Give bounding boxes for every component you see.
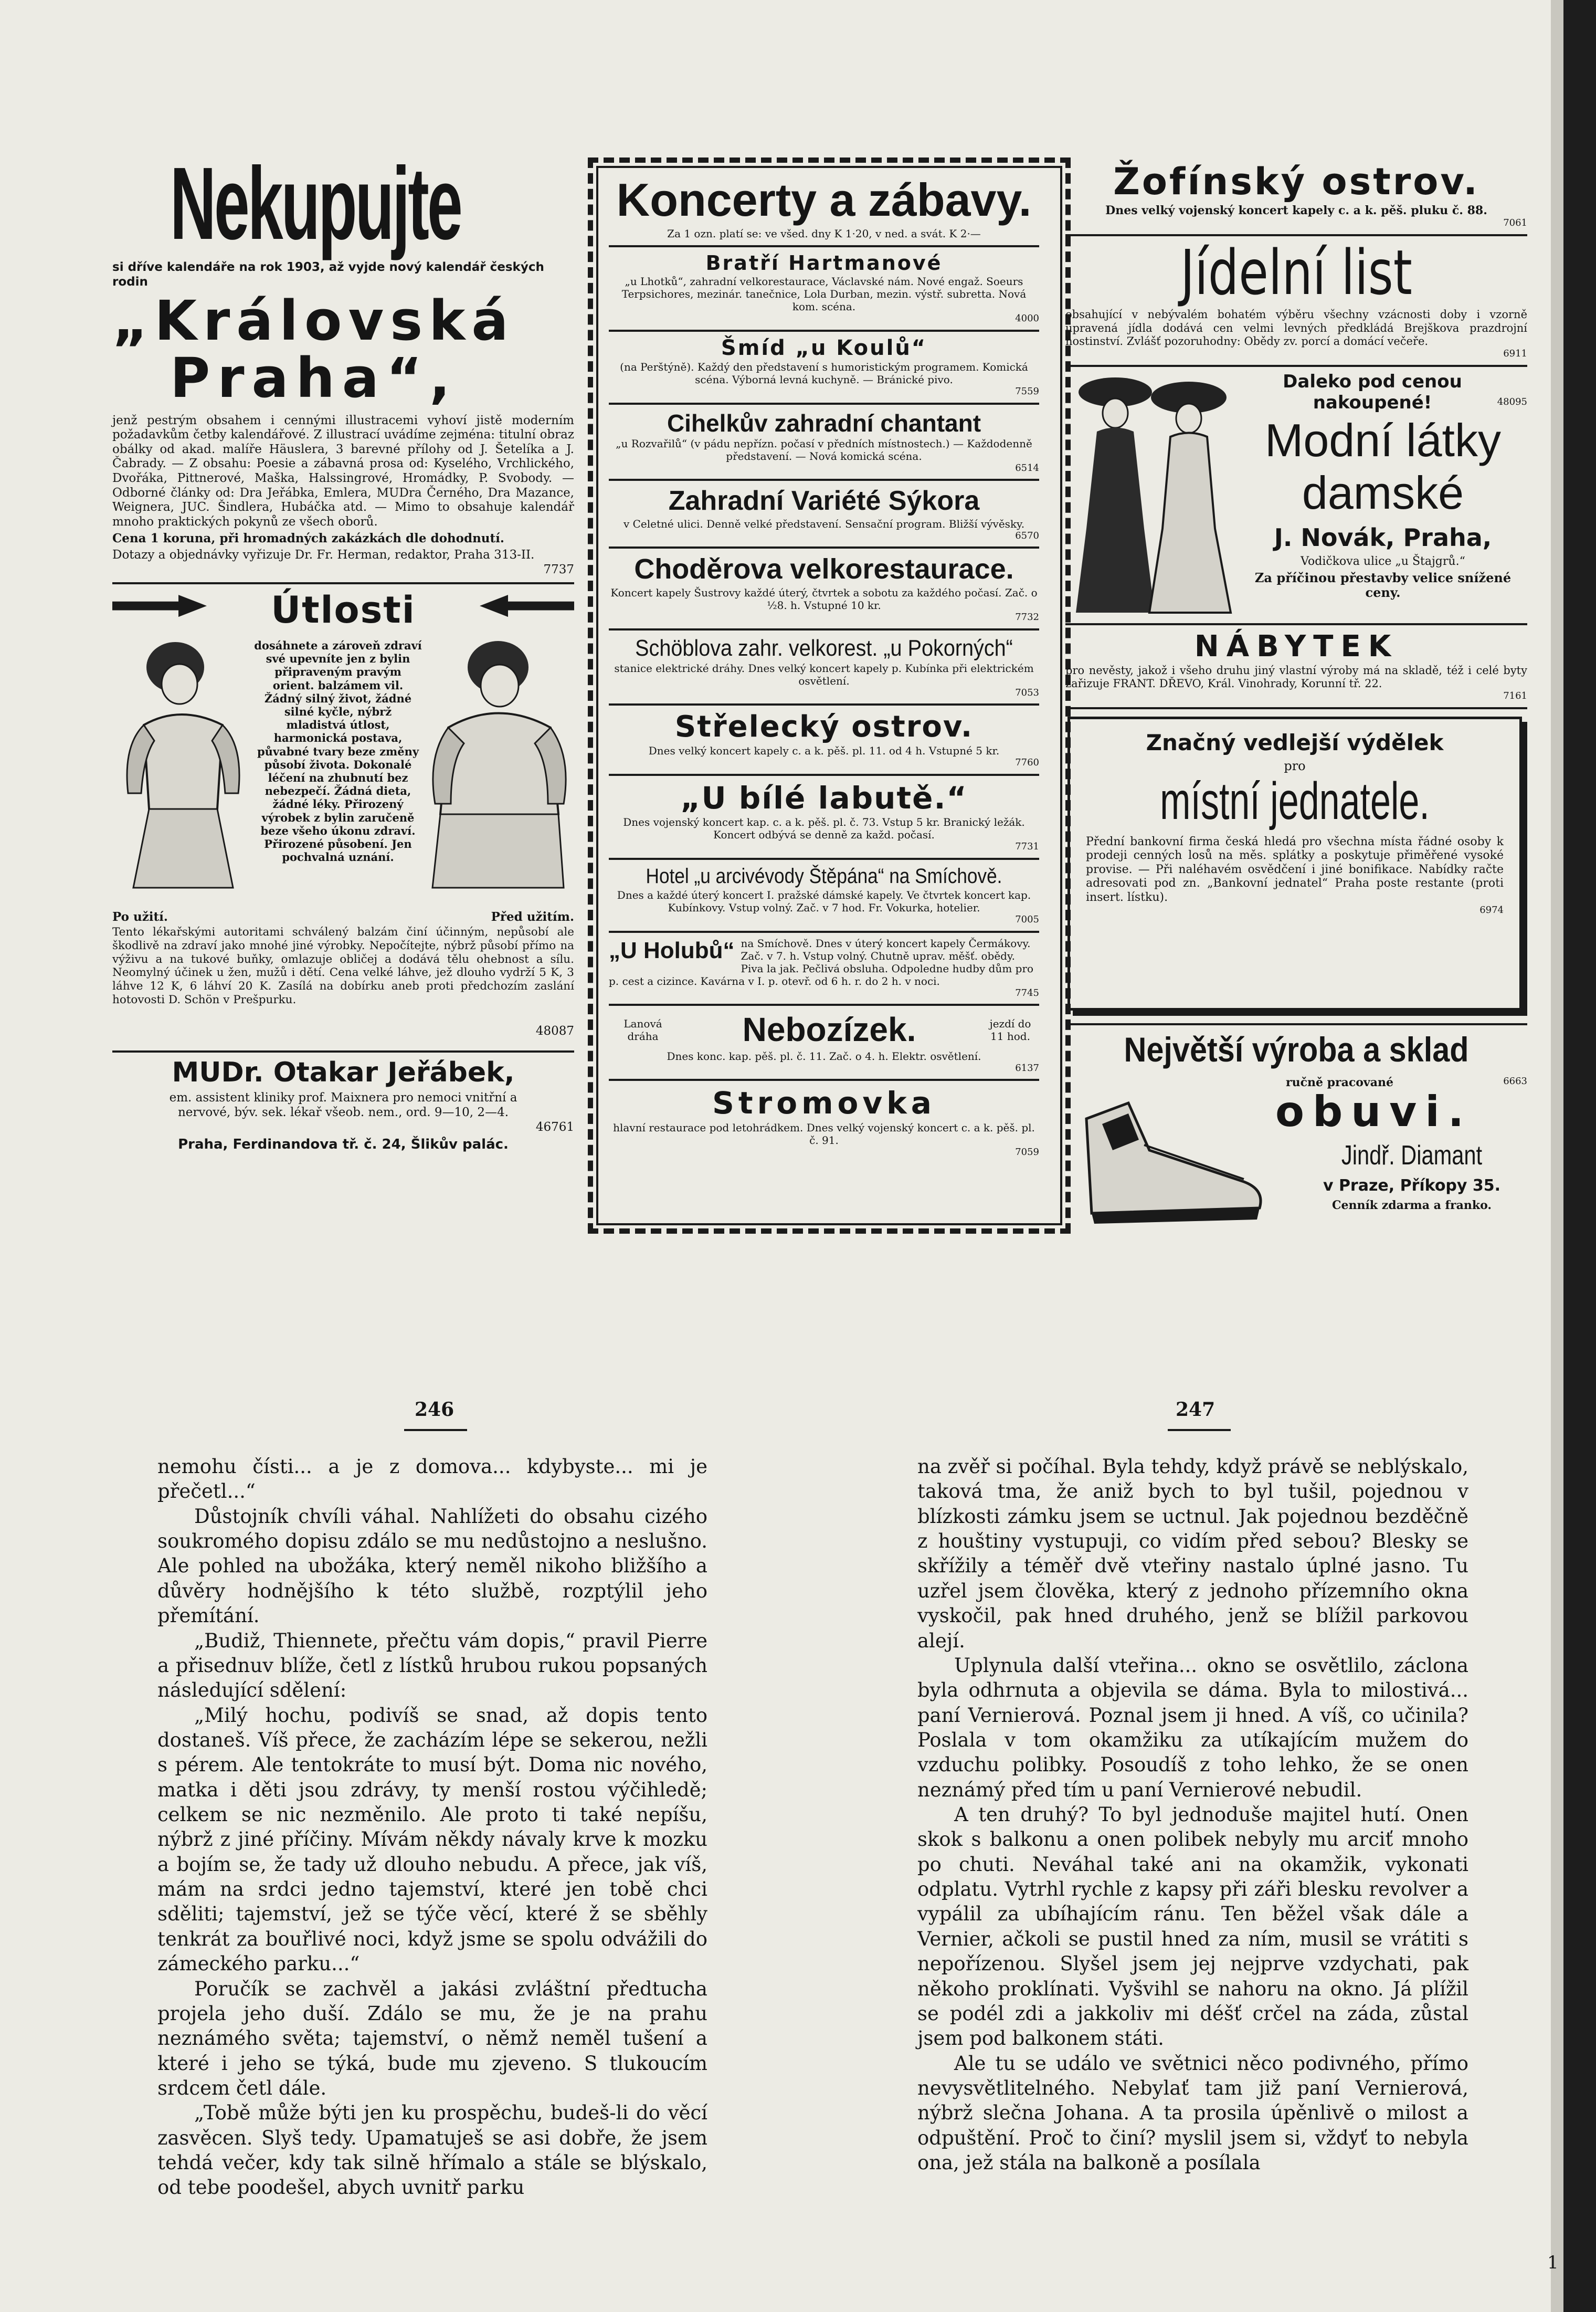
utlosti-title: Útlosti	[271, 588, 416, 632]
ad-nebozizek	[609, 1010, 1039, 1050]
concerts-header-note: Za 1 ozn. platí se: ve všed. dny K 1·20, v ned. a svát. K 2·—	[667, 227, 981, 240]
doctor-ref: 46761	[535, 1120, 574, 1134]
story-left-column	[157, 1454, 707, 2200]
ladies-illustration	[1065, 371, 1239, 618]
story-paragraph: Důstojník chvíli váhal. Nahlížeti do obsahu cizého soukromého dopisu zdálo se mu nedůstojno a neslušno. Ale pohled na ubožáka, který neměl nikoho bližšího a důvěry hodnějšího k této službě, rozptýlil jeho přemítání.	[157, 1505, 707, 1627]
jednatele-title: Značný vedlejší výdělek	[1146, 729, 1444, 755]
left-page-number-rule	[404, 1429, 467, 1431]
right-page-number: 247	[1176, 1399, 1216, 1421]
separator	[112, 582, 574, 584]
nekupujte-ref: 7737	[543, 562, 574, 576]
after-label: Po užití.	[112, 910, 168, 924]
separator	[1065, 623, 1527, 625]
ad-text: „u Rozvařilů“ (v pádu nepřízn. počasí v předních místnostech.) — Každodenně představení. — Nová komická scéna.	[616, 437, 1032, 463]
ad-ref: 7731	[1015, 841, 1039, 853]
separator	[112, 1050, 574, 1053]
ad-text: na Smíchově. Dnes v úterý koncert kapely Čermákovy. Zač. v 7. h. Vstup volný. Chutně uprav. měšť. obědy. Piva la jak. Pečlivá obsluha. Odpoledne hudby dům pro p. cest a cizince. Kavárna v I. p. otevř. od 6 h. r. do 2 h. v noci.	[609, 937, 1034, 987]
ad-ref: 7053	[1015, 687, 1039, 698]
ad-title: „U bílé labutě.“	[680, 780, 968, 816]
ad-text: Koncert kapely Šustrovy každé úterý, čtvrtek a sobotu za každého počasí. Zač. o ½8. h. Vstupné 10 kr.	[610, 586, 1038, 612]
separator	[609, 931, 1039, 933]
ad-title: Schöblova zahr. velkorest. „u Pokorných“	[635, 635, 1013, 661]
zofin-title: Žofínský ostrov.	[1113, 160, 1479, 203]
ad-ref: 7745	[1015, 987, 1039, 999]
story-paragraph: Uplynula další vteřina... okno se osvětlilo, záclona byla odhrnuta a objevila se dáma. Byla to milostivá... paní Vernierová. Poznal jsem ji hned. A víš, co učinila? Poslala v tom okamžiku za utíkajícím mužem do vzduchu polibky. Posoudíš z toho lehko, že se onen neznámý před tím u paní Vernierové nebudil.	[917, 1654, 1468, 1801]
story-paragraph: „Tobě může býti jen ku prospěchu, budeš-li do věcí zasvěcen. Slyš tedy. Upamatuješ se asi dobře, že jsem tehdá večer, kdy tak silně hřímalo a stále se blýskalo, od tebe poodešel, abych uvnitř parku	[157, 2101, 707, 2199]
ad-ref: 6514	[1015, 462, 1039, 474]
left-page-number: 246	[415, 1399, 455, 1421]
pointing-hand-left-icon	[112, 595, 207, 617]
ad-title: Nebozízek.	[742, 1011, 916, 1049]
doctor-title: MUDr. Otakar Jeřábek,	[172, 1057, 515, 1089]
doctor-address: Praha, Ferdinandova tř. č. 24, Šlikův palác.	[178, 1137, 509, 1153]
obuvi-title: Největší výroba a sklad	[1124, 1029, 1469, 1069]
story-paragraph: nemohu čísti... a je z domova... kdybyste... mi je přečetl...“	[157, 1455, 707, 1503]
ad-strelecky	[609, 710, 1039, 769]
woman-before-illustration	[427, 636, 569, 898]
jidelni-ad	[1065, 236, 1527, 360]
before-label: Před užitím.	[491, 910, 574, 924]
ad-title: Stromovka	[712, 1085, 936, 1121]
ad-sykora	[609, 485, 1039, 541]
pointing-hand-right-icon	[480, 595, 574, 617]
corner-mark: 1	[1547, 2252, 1559, 2273]
concerts-column	[609, 176, 1039, 1158]
separator	[609, 245, 1039, 247]
ad-ref: 7059	[1015, 1146, 1039, 1158]
left-ad-column	[112, 146, 574, 1153]
nekupujte-intro: si dříve kalendáře na rok 1903, až vyjde nový kalendář českých rodin	[112, 260, 544, 289]
ad-title: Hotel „u arcivévody Štěpána“ na Smíchově.	[646, 864, 1002, 888]
latky-note: Za příčinou přestavby velice snížené ceny.	[1254, 570, 1512, 601]
ad-ref: 7005	[1015, 914, 1039, 926]
separator	[1065, 707, 1527, 709]
ad-ref: 6570	[1015, 530, 1039, 541]
latky-ad	[1065, 371, 1527, 618]
ad-cihelka	[609, 409, 1039, 474]
ad-text: Dnes a každé úterý koncert I. pražské dámské kapely. Ve čtvrtek koncert kap. Kubínkovy. Vstup volný. Zač. v 7 hod. Fr. Vokurka, hotelier.	[617, 889, 1031, 915]
jednatele-pro: pro	[1284, 759, 1306, 774]
latky-top: Daleko pod cenou nakoupené!	[1283, 371, 1462, 413]
story-paragraph: Ale tu se událo ve světnici něco podivného, přímo nevysvětlitelného. Nebylať tam již paní Vernierová, nýbrž slečna Johana. A ta prosila úpěnlivě o milost a odpuštění. Proč to činí? myslil jsem si, vždyť to nebyla ona, jež stála na balkoně a posílala	[917, 2052, 1468, 2174]
doctor-text: em. assistent kliniky prof. Maixnera pro nemoci vnitřní a nervové, býv. sek. lékař všeob. nem., ord. 9—10, 2—4.	[169, 1091, 517, 1120]
nekupujte-price: Cena 1 koruna, při hromadných zakázkách dle dohodnutí.	[112, 531, 504, 546]
story-paragraph: Poručík se zachvěl a jakási zvláštní předtucha projela jeho duší. Zdálo se mu, že je na prahu neznámého světa; tajemství, o němž neměl tušení a které i jeho se týká, bude mu zjeveno. S tlukoucím srdcem četl dále.	[157, 1977, 707, 2099]
ad-text: (na Perštýně). Každý den představení s humoristickým programem. Komická scéna. Výborná levná kuchyně. — Bránické pivo.	[620, 361, 1028, 386]
ad-stromovka	[609, 1085, 1039, 1158]
shoe-illustration	[1071, 1082, 1270, 1229]
nekupujte-headline: Nekupujte	[170, 146, 461, 261]
ad-text: Dnes vojenský koncert kap. c. a k. pěš. pl. č. 73. Vstup 5 kr. Branický ležák. Koncert odbývá se denně za každ. počasí.	[623, 816, 1025, 842]
ad-text: Dnes velký koncert kapely c. a k. pěš. pl. 11. od 4 h. Vstupné 5 kr.	[648, 744, 1000, 758]
obuvi-ref: 6663	[1503, 1075, 1527, 1087]
separator	[609, 858, 1039, 860]
nabytek-ad	[1065, 629, 1527, 702]
zofin-text: Dnes velký vojenský koncert kapely c. a k. pěš. pluku č. 88.	[1105, 203, 1487, 217]
nabytek-ref: 7161	[1503, 690, 1527, 702]
story-paragraph: „Milý hochu, podivíš se snad, až dopis tento dostaneš. Víš přece, že zacházím lépe se sekerou, nežli s pérem. Ale tentokráte to musí být. Doma nic nového, matka i děti jsou zdrávy, ty menší rostou výčihledě; celkem se nic nezměnilo. Ale proto ti také nepíšu, nýbrž z jiné příčiny. Mívám někdy návaly krve k mozku a bojím se, že tady už dlouho nebudu. A přece, jak víš, mám na srdci jedno tajemství, které jen tobě chci sděliti; tajemství, jež se týče věcí, které ž se sběhly tenkrát za bouřlivé noci, když jsme se spolu odvážili do zámeckého parku...“	[157, 1704, 707, 1975]
nabytek-title: NÁBYTEK	[1194, 629, 1399, 664]
ad-ref: 7760	[1015, 757, 1039, 769]
separator	[1065, 365, 1527, 367]
ad-text: hlavní restaurace pod letohrádkem. Dnes velký vojenský koncert c. a k. pěš. pl. č. 91.	[613, 1121, 1035, 1147]
nekupujte-contact: Dotazy a objednávky vyřizuje Dr. Fr. Herman, redaktor, Praha 313-II.	[112, 548, 535, 562]
jednatele-text: Přední bankovní firma česká hledá pro všechna místa řádné osoby k prodeji cenných losů na měs. splátky a poskytuje přiměřené vysoké provise. — Při naléhavém osvědčení i jiné bonifikace. Nabídky račte adresovati pod zn. „Bankovní jednatel“ Praha poste restante (proti insert. lístku).	[1086, 835, 1504, 904]
separator	[609, 1004, 1039, 1006]
page-dark-edge	[1563, 0, 1596, 2312]
ad-smid	[609, 336, 1039, 397]
ad-title: Šmíd „u Koulů“	[721, 335, 927, 360]
latky-title1: Modní látky	[1265, 414, 1501, 466]
latky-title2: damské	[1302, 466, 1464, 519]
separator	[609, 330, 1039, 332]
kralovska-title: „Královská	[112, 289, 515, 353]
page-gutter-shadow	[1551, 0, 1563, 2312]
jidelni-ref: 6911	[1503, 348, 1527, 360]
right-page-number-rule	[1168, 1429, 1231, 1431]
story-right-column	[917, 1454, 1468, 2175]
separator	[609, 1079, 1039, 1081]
ad-title: Zahradní Variété Sýkora	[668, 486, 980, 517]
separator	[1065, 1023, 1527, 1025]
ad-text: stanice elektrické dráhy. Dnes velký koncert kapely p. Kubínka při elektrickém osvětlení.	[614, 661, 1034, 687]
ad-hotel	[609, 864, 1039, 926]
praha-title: Praha“,	[170, 346, 458, 411]
story-paragraph: A ten druhý? To byl jednoduše majitel hutí. Onen skok s balkonu a onen polibek nebyly mu arciť mnoho po chuti. Neváhal také ani na okamžik, vykonati odplatu. Vytrhl rychle z kapsy při záři blesku revolver a vypálil za ubíhajícím ránu. Ten běžel však dále a Vernier, ačkoli se pustil hned za ním, musil se vrátiti s nepořízenou. Slyšel jsem jej nejprve vzdychati, pak někoho proklínati. Vyšvihl se nahoru na okno. Já plížil se podél zdi a jakkoliv mi déšť crčel na záda, zůstal jsem pod balkonem státi.	[917, 1803, 1468, 2050]
story-paragraph: na zvěř si počíhal. Byla tehdy, když právě se neblýskalo, taková tma, že aniž bych to byl tušil, pojednou v blízkosti zámku jsem se uctnul. Jak pojednou bezděčně z houštiny vystupuji, co vidím před sebou? Blesky se skřížily a téměř dvě vteřiny nastalo úplné jasno. Tu uzřel jsem člověka, který z jednoho přízemního okna vyskočil, pak hned druhého, jenž se blížil parkovou alejí.	[917, 1455, 1468, 1652]
doctor-ad	[112, 1057, 574, 1153]
separator	[609, 628, 1039, 630]
separator	[609, 403, 1039, 405]
ad-text: Dnes konc. kap. pěš. pl. č. 11. Zač. o 4. h. Elektr. osvětlení.	[667, 1049, 981, 1063]
right-ad-column	[1065, 160, 1527, 1229]
ad-choderova	[609, 553, 1039, 623]
nekupujte-ad	[112, 146, 574, 577]
utlosti-desc: dosáhnete a zároveň zdraví své upevníte jen z bylin připraveným pravým orient. balzámem vil. Žádný silný život, žádné silné kyčle, nýbrž mladistvá útlost, harmonická postava, půvabné tvary beze změny působí života. Dokonalé léčení na zhubnutí bez nebezpečí. Žádná dieta, žádné léky. Přirozený výrobek z bylin zaručeně beze všeho úkonu zdraví. Přirozené působení. Jen pochvalná uznání.	[254, 639, 422, 864]
ad-text: v Celetné ulici. Denně velké představení. Sensační program. Bližší vývěsky.	[623, 517, 1025, 530]
utlosti-ad	[112, 588, 574, 1038]
utlosti-ref: 48087	[535, 1024, 574, 1038]
ad-labut	[609, 780, 1039, 853]
ad-title: „U Holubů“	[609, 937, 735, 963]
ad-title: Choděrova velkorestaurace.	[634, 553, 1014, 585]
concerts-header: Koncerty a zábavy.	[616, 174, 1032, 226]
separator	[609, 703, 1039, 706]
jednatele-big: místní jednatele.	[1160, 772, 1430, 831]
woman-after-illustration	[112, 636, 249, 898]
ad-ref: 6137	[1015, 1062, 1039, 1074]
ad-right-note: jezdí do 11 hod.	[989, 1017, 1031, 1043]
ad-schobl	[609, 635, 1039, 699]
ad-ref: 4000	[1015, 313, 1039, 324]
latky-address: Vodičkova ulice „u Štajgrů.“	[1301, 554, 1465, 568]
ad-holubu	[609, 937, 1039, 999]
ad-ref: 7732	[1015, 612, 1039, 623]
nekupujte-body: jenž pestrým obsahem i cennými illustracemi vyhoví jistě moderním požadavkům četby kalendářové. Z illustrací uvádíme zejména: titulní obraz obálky od akad. malíře Häuslera, 3 barevné přílohy od J. Šetelíka a J. Čabrady. — Z obsahu: Poesie a zábavná prosa od: Kyselého, Vrchlického, Dvořáka, Pittnerové, Maška, Halssingrové, Hromádky, P. Svobody. — Odborné články od: Dra Jeřábka, Emlera, MUDra Černého, Dra Mazance, Weignera, JUC. Šindlera, Hubáčka atd. — Mimo to obsahuje kalendář mnoho praktických pokynů ze všech oborů.	[112, 413, 574, 529]
jidelni-text: obsahující v nebývalém bohatém výběru všechny vzácnosti doby i vzorně upravená jídla dodává cen velmi levných předkládá Brejškova prazdrojní hostinství. Zvlášť pozoruhodny: Obědy zv. porcí a domácí večeře.	[1065, 308, 1527, 348]
zofin-ref: 7061	[1503, 217, 1527, 228]
ad-hartman	[609, 251, 1039, 324]
jednatele-ad	[1067, 717, 1522, 1011]
ad-title: Střelecký ostrov.	[674, 710, 974, 744]
separator	[609, 479, 1039, 481]
obuvi-address: v Praze, Příkopy 35.	[1323, 1176, 1501, 1195]
ad-left-note: Lanová dráha	[623, 1017, 662, 1043]
ad-title: Cihelkův zahradní chantant	[667, 409, 981, 437]
latky-firm: J. Novák, Praha,	[1274, 523, 1492, 552]
jednatele-ref: 6974	[1479, 904, 1504, 916]
separator	[609, 774, 1039, 776]
obuvi-sub: ručně pracované	[1286, 1075, 1393, 1089]
ad-title: Bratří Hartmanové	[705, 251, 943, 275]
utlosti-bottom: Tento lékařskými autoritami schválený balzám činí účinným, nepůsobí ale škodlivě na zdraví jako mnohé jiné výrobky. Nepočítejte, nýbrž působí přímo na výživu a na tukové buňky, omlazuje obličej a dodává tělu ohebnost a sílu. Neomylný účinek u žen, mužů i dětí. Cena velké láhve, jež dlouho vydrží 5 K, 3 láhve 12 K, 6 láhví 20 K. Zasílá na dobírku aneb proti předchozím zaslání hotovosti D. Schön v Prešpurku.	[112, 926, 574, 1007]
nabytek-text: pro nevěsty, jakož i všeho druhu jiný vlastní výroby má na skladě, též i celé byty zařizuje FRANT. DŘEVO, Král. Vinohrady, Korunní tř. 22.	[1065, 664, 1527, 690]
ad-text: „u Lhotků“, zahradní velkorestaurace, Václavské nám. Nové engaž. Soeurs Terpsichores, mezinár. tanečnice, Lola Durban, mezin. výstř. subretta. Nová kom. scéna.	[621, 275, 1027, 313]
obuvi-firm: Jindř. Diamant	[1341, 1140, 1483, 1171]
zofin-ad	[1065, 160, 1527, 229]
ad-ref: 7559	[1015, 386, 1039, 397]
separator	[609, 547, 1039, 549]
obuvi-big: obuvi.	[1275, 1087, 1473, 1136]
story-paragraph: „Budiž, Thiennete, přečtu vám dopis,“ pravil Pierre a přisednuv blíže, četl z lístků hrubou rukou popsaných následující sdělení:	[157, 1629, 707, 1702]
latky-ref: 48095	[1497, 396, 1527, 407]
jidelni-title: Jídelní list	[1180, 236, 1412, 309]
obuvi-cennik: Cenník zdarma a franko.	[1331, 1198, 1492, 1212]
obuvi-ad	[1065, 1029, 1527, 1229]
